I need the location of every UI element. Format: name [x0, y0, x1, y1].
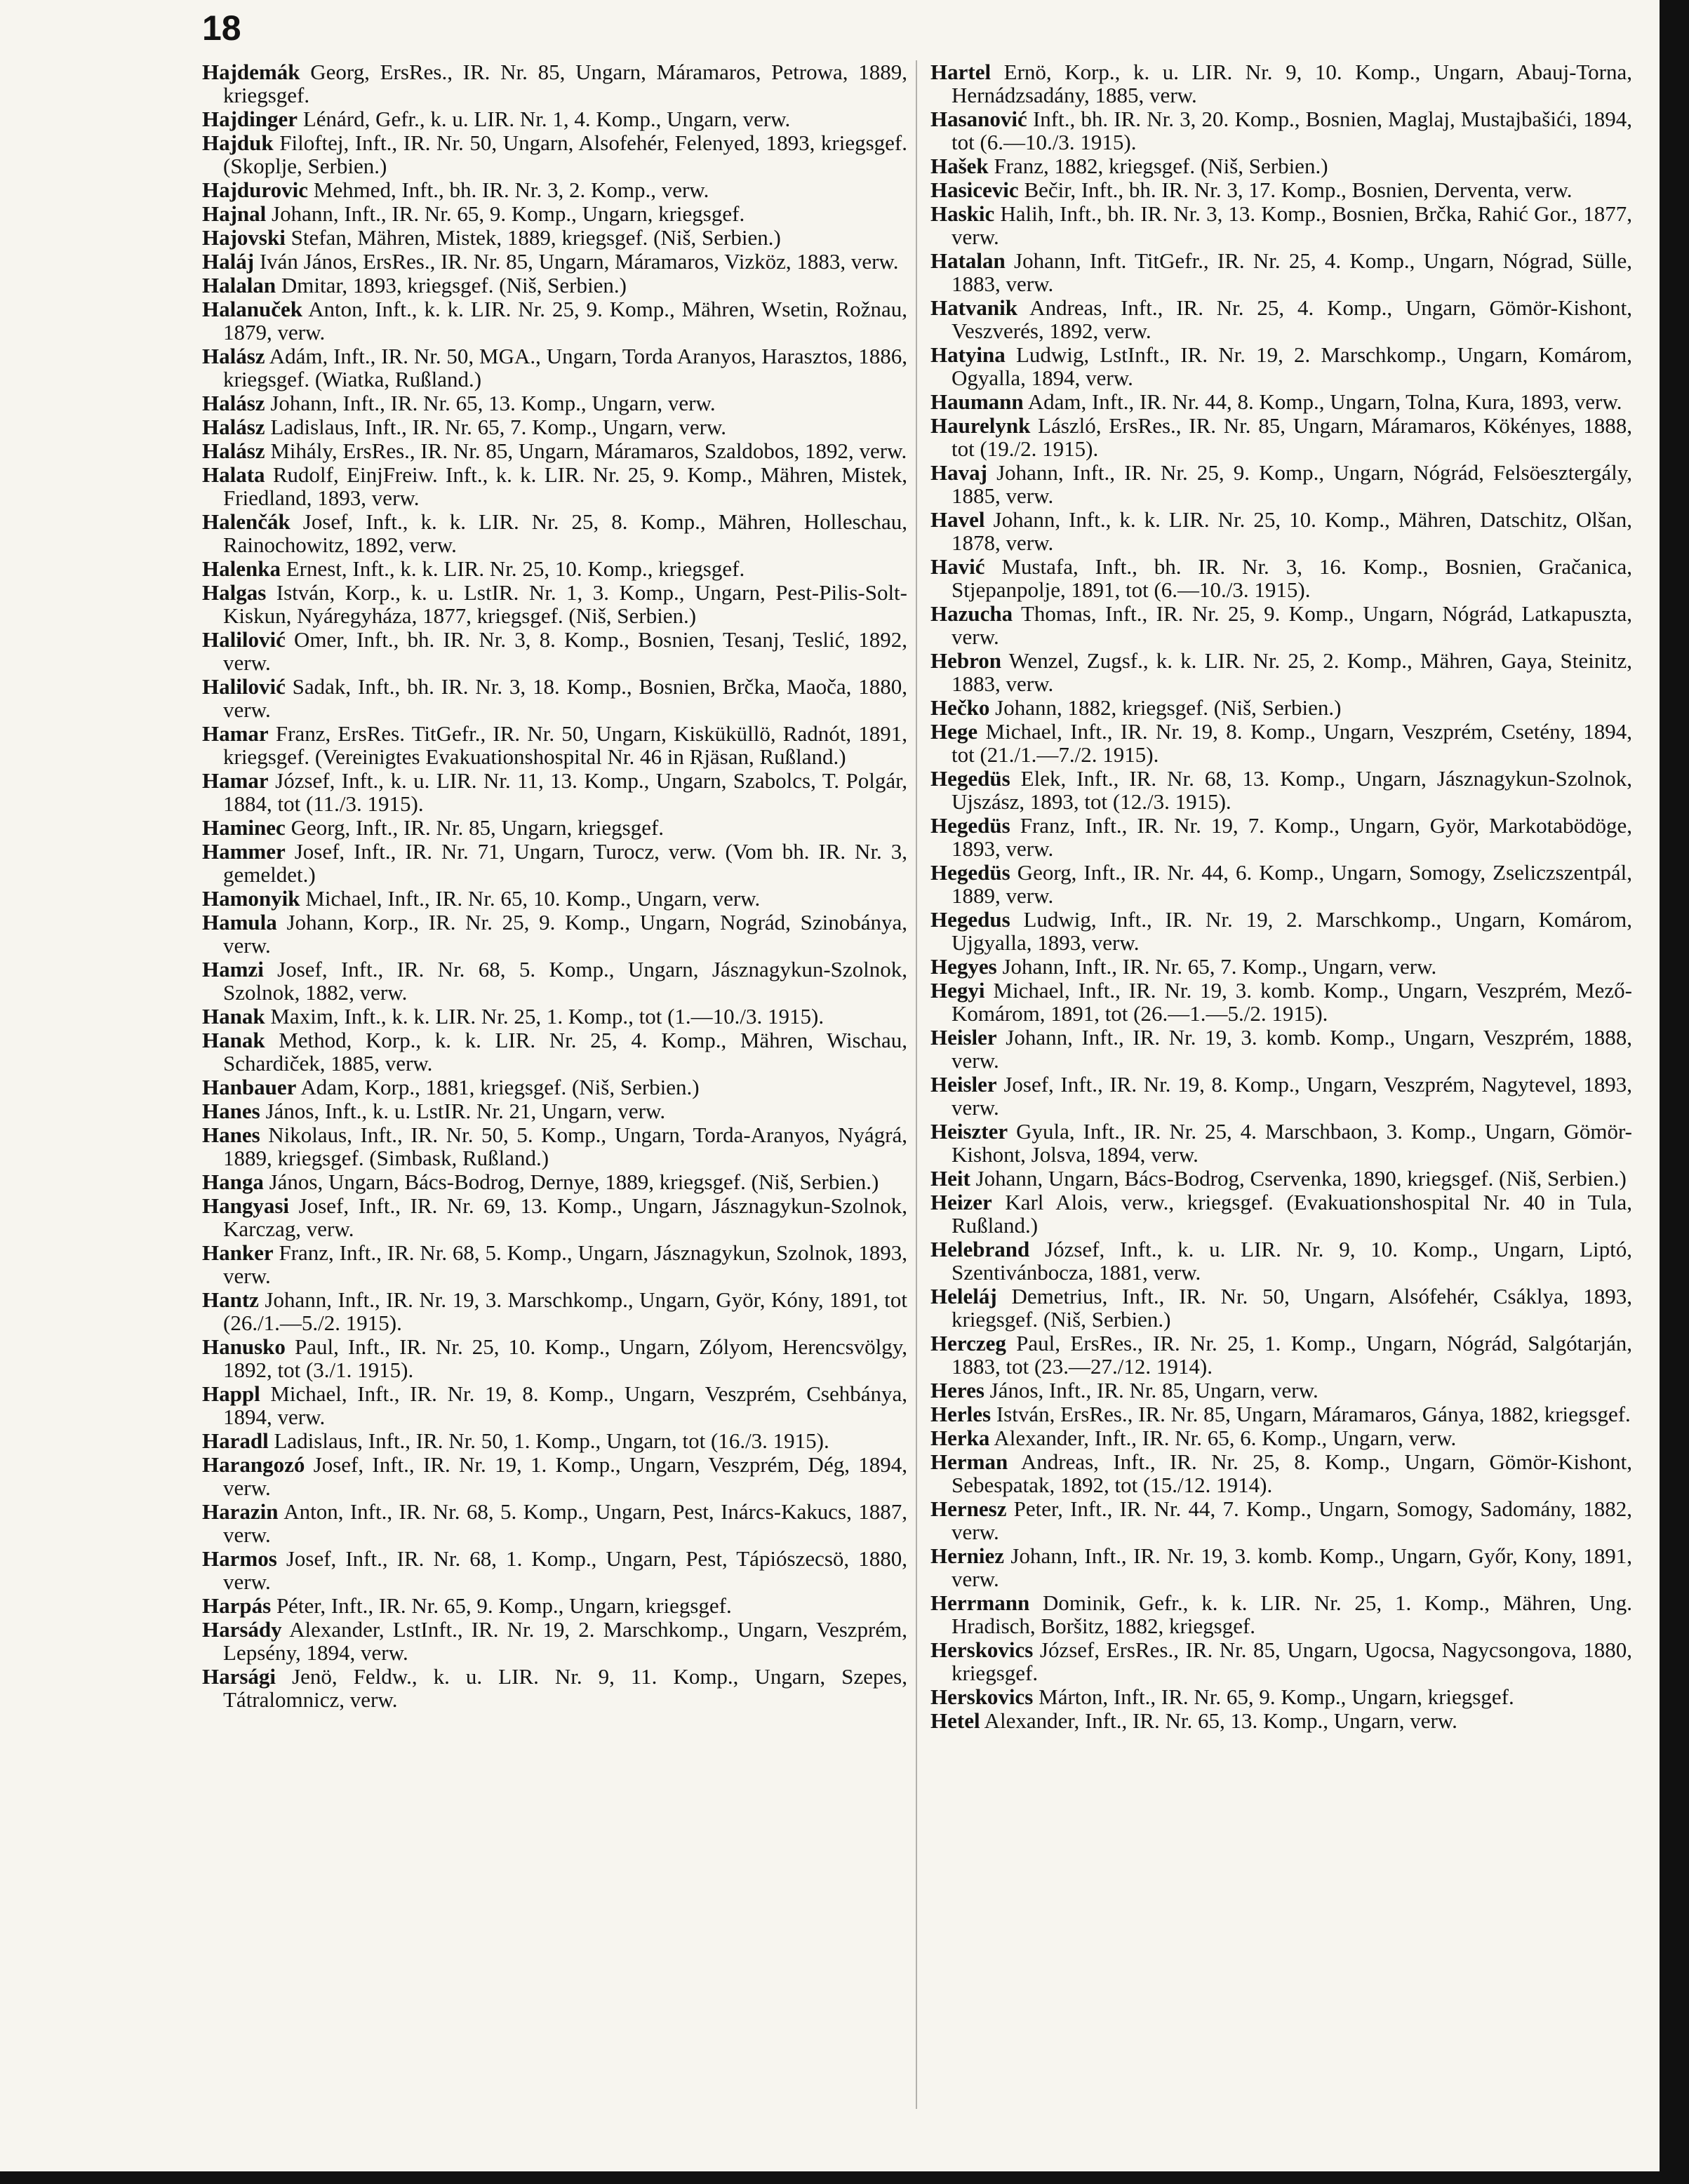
casualty-entry	[202, 887, 907, 910]
casualty-entry	[930, 979, 1632, 1025]
entry-details: Michael, Inft., IR. Nr. 65, 10. Komp., Ungarn, verw.	[300, 886, 761, 911]
entry-surname: Hašek	[930, 154, 989, 178]
entry-details: Rudolf, EinjFreiw. Inft., k. k. LIR. Nr. 25, 9. Komp., Mähren, Mistek, Friedland, 1893, verw.	[223, 462, 907, 510]
entry-details: Georg, ErsRes., IR. Nr. 85, Ungarn, Máramaros, Petrowa, 1889, kriegsgef.	[223, 60, 907, 107]
casualty-entry	[202, 1429, 907, 1452]
entry-surname: Hernesz	[930, 1496, 1007, 1521]
casualty-entry	[930, 343, 1632, 389]
entry-surname: Havel	[930, 507, 985, 532]
casualty-entry	[930, 908, 1632, 954]
entry-surname: Hebron	[930, 648, 1002, 673]
entry-details: Johann, Ungarn, Bács-Bodrog, Cservenka, 1890, kriegsgef. (Niš, Serbien.)	[970, 1166, 1627, 1191]
column-divider	[916, 60, 917, 2109]
entry-details: Bečir, Inft., bh. IR. Nr. 3, 17. Komp., Bosnien, Derventa, verw.	[1018, 177, 1573, 202]
casualty-entry	[202, 1288, 907, 1334]
entry-surname: Hajdemák	[202, 60, 300, 84]
casualty-entry	[202, 1123, 907, 1170]
casualty-entry	[930, 1638, 1632, 1684]
entry-details: Franz, Inft., IR. Nr. 68, 5. Komp., Ungarn, Jásznagykun, Szolnok, 1893, verw.	[223, 1240, 907, 1288]
entry-surname: Hege	[930, 719, 978, 744]
entry-surname: Heisler	[930, 1072, 997, 1097]
entry-surname: Haskic	[930, 201, 995, 226]
entry-details: Method, Korp., k. k. LIR. Nr. 25, 4. Komp., Mähren, Wischau, Schardiček, 1885, verw.	[223, 1028, 907, 1076]
entry-surname: Halanuček	[202, 297, 302, 321]
casualty-entry	[202, 1547, 907, 1593]
casualty-entry	[202, 1453, 907, 1499]
entry-details: Ludwig, Inft., IR. Nr. 19, 2. Marschkomp., Ungarn, Komárom, Ujgyalla, 1893, verw.	[952, 907, 1632, 955]
entry-surname: Heiszter	[930, 1119, 1008, 1144]
entry-surname: Hegedüs	[930, 813, 1010, 838]
entry-details: József, ErsRes., IR. Nr. 85, Ungarn, Ugocsa, Nagycsongova, 1880, kriegsgef.	[952, 1637, 1632, 1685]
entry-details: Franz, ErsRes. TitGefr., IR. Nr. 50, Ungarn, Kisküküllö, Radnót, 1891, kriegsgef. (Vereinigtes Evakuationshospital Nr. 46 in Rjäsan, Rußland.)	[223, 721, 907, 769]
entry-details: Josef, Inft., IR. Nr. 68, 5. Komp., Ungarn, Jásznagykun-Szolnok, Szolnok, 1882, verw.	[223, 957, 907, 1005]
entry-details: Ludwig, LstInft., IR. Nr. 19, 2. Marschkomp., Ungarn, Komárom, Ogyalla, 1894, verw.	[952, 342, 1632, 390]
casualty-entry	[930, 107, 1632, 154]
entry-surname: Haláj	[202, 249, 255, 274]
entry-surname: Hegedüs	[930, 860, 1010, 885]
entry-details: István, ErsRes., IR. Nr. 85, Ungarn, Máramaros, Gánya, 1882, kriegsgef.	[991, 1402, 1631, 1426]
entry-details: Josef, Inft., IR. Nr. 19, 1. Komp., Ungarn, Veszprém, Dég, 1894, verw.	[223, 1452, 907, 1500]
entry-surname: Hammer	[202, 839, 286, 864]
casualty-entry	[930, 1120, 1632, 1166]
entry-surname: Hazucha	[930, 601, 1013, 626]
casualty-entry	[202, 1099, 907, 1123]
casualty-entry	[202, 297, 907, 344]
entry-surname: Hanusko	[202, 1334, 286, 1359]
casualty-entry	[930, 1450, 1632, 1496]
entry-details: Johann, Inft., IR. Nr. 65, 7. Komp., Ungarn, verw.	[996, 954, 1437, 979]
entry-surname: Hasicevic	[930, 177, 1019, 202]
entry-details: Nikolaus, Inft., IR. Nr. 50, 5. Komp., Ungarn, Torda-Aranyos, Nyágrá, 1889, kriegsgef. (Simbask, Rußland.)	[223, 1123, 907, 1170]
entry-details: Alexander, Inft., IR. Nr. 65, 6. Komp., Ungarn, verw.	[989, 1426, 1457, 1450]
entry-surname: Hegedus	[930, 907, 1010, 932]
entry-details: Michael, Inft., IR. Nr. 19, 3. komb. Komp., Ungarn, Veszprém, Mező-Komárom, 1891, tot (26.—1.—5./2. 1915).	[952, 978, 1632, 1026]
entry-surname: Hatyina	[930, 342, 1006, 367]
entry-details: Wenzel, Zugsf., k. k. LIR. Nr. 25, 2. Komp., Mähren, Gaya, Steinitz, 1883, verw.	[952, 648, 1632, 696]
casualty-entry	[202, 391, 907, 415]
casualty-entry	[202, 60, 907, 107]
entry-surname: Hečko	[930, 695, 990, 720]
entry-details: Lénárd, Gefr., k. u. LIR. Nr. 1, 4. Komp., Ungarn, verw.	[298, 107, 791, 131]
entry-surname: Halata	[202, 462, 265, 487]
entry-details: Adam, Inft., IR. Nr. 44, 8. Komp., Ungarn, Tolna, Kura, 1893, verw.	[1023, 389, 1622, 414]
casualty-entry	[202, 1170, 907, 1193]
casualty-entry	[930, 1497, 1632, 1543]
entry-surname: Halenka	[202, 556, 281, 581]
scan-border-bottom	[0, 2171, 1689, 2184]
casualty-entry	[202, 439, 907, 462]
casualty-entry	[930, 814, 1632, 860]
casualty-entry	[930, 1402, 1632, 1426]
casualty-entry	[930, 602, 1632, 648]
entry-surname: Herka	[930, 1426, 990, 1450]
casualty-entry	[930, 1685, 1632, 1708]
entry-details: Franz, 1882, kriegsgef. (Niš, Serbien.)	[988, 154, 1328, 178]
entry-details: Georg, Inft., IR. Nr. 44, 6. Komp., Ungarn, Somogy, Zseliczszentpál, 1889, verw.	[952, 860, 1632, 908]
casualty-entry	[202, 1076, 907, 1099]
entry-details: Adam, Korp., 1881, kriegsgef. (Niš, Serbien.)	[296, 1075, 700, 1099]
entry-details: Dmitar, 1893, kriegsgef. (Niš, Serbien.)	[276, 273, 627, 297]
entry-surname: Hegyi	[930, 978, 985, 1003]
entry-details: Johann, Inft., IR. Nr. 19, 3. komb. Komp., Ungarn, Veszprém, 1888, verw.	[952, 1025, 1632, 1073]
entry-surname: Hasanović	[930, 107, 1027, 131]
casualty-entry	[202, 816, 907, 839]
entry-surname: Herman	[930, 1449, 1008, 1474]
casualty-entry	[202, 1194, 907, 1240]
casualty-entry	[930, 1709, 1632, 1732]
entry-details: Peter, Inft., IR. Nr. 44, 7. Komp., Ungarn, Somogy, Sadomány, 1882, verw.	[952, 1496, 1632, 1544]
entry-details: Ernö, Korp., k. u. LIR. Nr. 9, 10. Komp., Ungarn, Abauj-Torna, Hernádzsadány, 1885, verw.	[952, 60, 1632, 107]
entry-details: Josef, Inft., k. k. LIR. Nr. 25, 8. Komp., Mähren, Holleschau, Rainochowitz, 1892, verw.	[223, 509, 907, 557]
entry-details: László, ErsRes., IR. Nr. 85, Ungarn, Máramaros, Kökényes, 1888, tot (19./2. 1915).	[952, 413, 1632, 461]
casualty-entry	[202, 344, 907, 391]
entry-surname: Hamonyik	[202, 886, 300, 911]
casualty-entry	[202, 415, 907, 438]
entry-surname: Halalan	[202, 273, 276, 297]
casualty-entry	[930, 1073, 1632, 1119]
entry-surname: Hamula	[202, 910, 277, 934]
casualty-entry	[930, 1238, 1632, 1284]
entry-surname: Hetel	[930, 1708, 980, 1733]
casualty-entry	[202, 581, 907, 627]
entry-details: Johann, Inft., IR. Nr. 19, 3. Marschkomp., Ungarn, Györ, Kóny, 1891, tot (26./1.—5./2. 1915).	[223, 1287, 907, 1335]
entry-surname: Hajnal	[202, 201, 267, 226]
entry-surname: Haminec	[202, 815, 286, 840]
entry-details: Josef, Inft., IR. Nr. 71, Ungarn, Turocz, verw. (Vom bh. IR. Nr. 3, gemeldet.)	[223, 839, 907, 887]
casualty-entry	[202, 463, 907, 509]
entry-surname: Hajovski	[202, 225, 286, 250]
entry-surname: Hajdinger	[202, 107, 298, 131]
entry-details: Andreas, Inft., IR. Nr. 25, 4. Komp., Ungarn, Gömör-Kishont, Veszverés, 1892, verw.	[952, 295, 1632, 343]
entry-details: Filoftej, Inft., IR. Nr. 50, Ungarn, Alsofehér, Felenyed, 1893, kriegsgef. (Skoplje, Serbien.)	[223, 130, 907, 178]
page-number: 18	[202, 8, 241, 48]
entry-surname: Haumann	[930, 389, 1024, 414]
casualty-entry	[930, 461, 1632, 507]
entry-surname: Herczeg	[930, 1331, 1006, 1355]
entry-surname: Harmos	[202, 1546, 277, 1571]
casualty-entry	[930, 649, 1632, 695]
entry-surname: Heres	[930, 1378, 984, 1402]
entry-details: Jenö, Feldw., k. u. LIR. Nr. 9, 11. Komp., Ungarn, Szepes, Tátralomnicz, verw.	[223, 1664, 907, 1712]
casualty-entry	[930, 1167, 1632, 1190]
casualty-entry	[930, 296, 1632, 342]
casualty-entry	[202, 557, 907, 580]
entry-details: Maxim, Inft., k. k. LIR. Nr. 25, 1. Komp., tot (1.—10./3. 1915).	[265, 1004, 825, 1029]
casualty-entry	[202, 1005, 907, 1028]
entry-details: Anton, Inft., k. k. LIR. Nr. 25, 9. Komp., Mähren, Wsetin, Rožnau, 1879, verw.	[223, 297, 907, 344]
entry-surname: Heit	[930, 1166, 970, 1191]
entry-details: Elek, Inft., IR. Nr. 68, 13. Komp., Ungarn, Jásznagykun-Szolnok, Ujszász, 1893, tot (12./3. 1915).	[952, 766, 1632, 814]
entry-surname: Hegyes	[930, 954, 997, 979]
entry-details: Karl Alois, verw., kriegsgef. (Evakuationshospital Nr. 40 in Tula, Rußland.)	[952, 1190, 1632, 1238]
casualty-entry	[202, 510, 907, 556]
casualty-entry	[930, 414, 1632, 460]
entry-surname: Halász	[202, 415, 265, 439]
entry-surname: Harazin	[202, 1499, 279, 1524]
entry-details: Alexander, LstInft., IR. Nr. 19, 2. Marschkomp., Ungarn, Veszprém, Lepsény, 1894, verw.	[223, 1617, 907, 1665]
entry-details: Adám, Inft., IR. Nr. 50, MGA., Ungarn, Torda Aranyos, Harasztos, 1886, kriegsgef. (Wiatka, Rußland.)	[223, 344, 907, 391]
entry-details: János, Inft., IR. Nr. 85, Ungarn, verw.	[984, 1378, 1319, 1402]
entry-details: Dominik, Gefr., k. k. LIR. Nr. 25, 1. Komp., Mähren, Ung. Hradisch, Boršitz, 1882, kriegsgef.	[952, 1590, 1632, 1638]
entry-surname: Hajduk	[202, 130, 274, 155]
casualty-entry	[930, 178, 1632, 201]
entry-details: Omer, Inft., bh. IR. Nr. 3, 8. Komp., Bosnien, Tesanj, Teslić, 1892, verw.	[223, 627, 907, 675]
entry-details: Johann, Inft. TitGefr., IR. Nr. 25, 4. Komp., Ungarn, Nógrad, Sülle, 1883, verw.	[952, 248, 1632, 296]
entry-details: Franz, Inft., IR. Nr. 19, 7. Komp., Ungarn, Györ, Markotabödöge, 1893, verw.	[952, 813, 1632, 861]
entry-details: Josef, Inft., IR. Nr. 68, 1. Komp., Ungarn, Pest, Tápiószecsö, 1880, verw.	[223, 1546, 907, 1594]
entry-surname: Hantz	[202, 1287, 259, 1312]
entry-surname: Hatalan	[930, 248, 1006, 273]
casualty-entry	[202, 178, 907, 201]
entry-details: Mihály, ErsRes., IR. Nr. 85, Ungarn, Máramaros, Szaldobos, 1892, verw.	[265, 438, 907, 463]
entry-surname: Hartel	[930, 60, 992, 84]
entry-details: Johann, Inft., IR. Nr. 19, 3. komb. Komp., Ungarn, Győr, Kony, 1891, verw.	[952, 1543, 1632, 1591]
entry-details: Thomas, Inft., IR. Nr. 25, 9. Komp., Ungarn, Nógrád, Latkapuszta, verw.	[952, 601, 1632, 649]
entry-surname: Herrmann	[930, 1590, 1030, 1615]
left-column	[202, 60, 907, 1712]
entry-details: József, Inft., k. u. LIR. Nr. 11, 13. Komp., Ungarn, Szabolcs, T. Polgár, 1884, tot (11./3. 1915).	[223, 768, 907, 816]
entry-surname: Hegedüs	[930, 766, 1010, 791]
entry-details: Michael, Inft., IR. Nr. 19, 8. Komp., Ungarn, Veszprém, Csetény, 1894, tot (21./1.—7./2. 1915).	[952, 719, 1632, 767]
entry-details: Inft., bh. IR. Nr. 3, 20. Komp., Bosnien, Maglaj, Mustajbašići, 1894, tot (6.—10./3. 1915).	[952, 107, 1632, 154]
casualty-entry	[202, 250, 907, 273]
entry-surname: Haurelynk	[930, 413, 1031, 438]
casualty-entry	[202, 722, 907, 768]
entry-details: Johann, Inft., IR. Nr. 65, 9. Komp., Ungarn, kriegsgef.	[266, 201, 745, 226]
entry-surname: Herles	[930, 1402, 992, 1426]
casualty-entry	[930, 202, 1632, 248]
casualty-entry	[930, 555, 1632, 601]
entry-details: Márton, Inft., IR. Nr. 65, 9. Komp., Ungarn, kriegsgef.	[1033, 1684, 1514, 1709]
casualty-entry	[930, 1191, 1632, 1237]
casualty-entry	[202, 911, 907, 957]
entry-surname: Havaj	[930, 460, 987, 485]
entry-surname: Harsády	[202, 1617, 282, 1642]
scan-border-right	[1660, 0, 1689, 2184]
entry-details: Ernest, Inft., k. k. LIR. Nr. 25, 10. Komp., kriegsgef.	[280, 556, 745, 581]
entry-details: János, Inft., k. u. LstIR. Nr. 21, Ungarn, verw.	[260, 1099, 666, 1123]
casualty-entry	[930, 1332, 1632, 1378]
entry-details: Johann, Korp., IR. Nr. 25, 9. Komp., Ungarn, Nográd, Szinobánya, verw.	[223, 910, 907, 958]
entry-surname: Hamar	[202, 768, 269, 793]
entry-surname: Haradl	[202, 1428, 269, 1453]
casualty-entry	[202, 274, 907, 297]
entry-surname: Halilović	[202, 674, 286, 699]
entry-surname: Harpás	[202, 1593, 272, 1618]
casualty-entry	[202, 131, 907, 177]
entry-surname: Hanes	[202, 1123, 260, 1147]
entry-details: Mustafa, Inft., bh. IR. Nr. 3, 16. Komp., Bosnien, Gračanica, Stjepanpolje, 1891, tot (6.—10./3. 1915).	[952, 554, 1632, 602]
entry-details: Georg, Inft., IR. Nr. 85, Ungarn, kriegsgef.	[285, 815, 665, 840]
entry-details: Paul, Inft., IR. Nr. 25, 10. Komp., Ungarn, Zólyom, Herencsvölgy, 1892, tot (3./1. 1915).	[223, 1334, 907, 1382]
casualty-entry	[202, 1241, 907, 1287]
entry-surname: Happl	[202, 1381, 260, 1406]
casualty-entry	[930, 955, 1632, 978]
entry-details: Michael, Inft., IR. Nr. 19, 8. Komp., Ungarn, Veszprém, Csehbánya, 1894, verw.	[223, 1381, 907, 1429]
entry-surname: Halilović	[202, 627, 286, 652]
casualty-entry	[202, 1665, 907, 1711]
casualty-entry	[930, 508, 1632, 554]
entry-surname: Hatvanik	[930, 295, 1018, 320]
casualty-entry	[202, 1594, 907, 1617]
entry-surname: Hajdurovic	[202, 177, 308, 202]
casualty-entry	[202, 1618, 907, 1664]
entry-details: Josef, Inft., IR. Nr. 69, 13. Komp., Ungarn, Jásznagykun-Szolnok, Karczag, verw.	[223, 1193, 907, 1241]
entry-surname: Herniez	[930, 1543, 1005, 1568]
entry-surname: Halász	[202, 344, 265, 368]
entry-surname: Helebrand	[930, 1237, 1030, 1261]
entry-details: Johann, Inft., IR. Nr. 25, 9. Komp., Ungarn, Nógrád, Felsöesztergály, 1885, verw.	[952, 460, 1632, 508]
entry-details: Gyula, Inft., IR. Nr. 25, 4. Marschbaon, 3. Komp., Ungarn, Gömör-Kishont, Jolsva, 1894, verw.	[952, 1119, 1632, 1167]
entry-surname: Hanak	[202, 1004, 265, 1029]
entry-details: Johann, Inft., k. k. LIR. Nr. 25, 10. Komp., Mähren, Datschitz, Olšan, 1878, verw.	[952, 507, 1632, 555]
casualty-entry	[930, 1426, 1632, 1449]
entry-surname: Halász	[202, 391, 265, 415]
entry-details: Demetrius, Inft., IR. Nr. 50, Ungarn, Alsófehér, Csáklya, 1893, kriegsgef. (Niš, Serbien.)	[952, 1284, 1632, 1332]
right-column	[930, 60, 1632, 1733]
casualty-entry	[202, 628, 907, 674]
casualty-entry	[930, 767, 1632, 813]
entry-details: Ladislaus, Inft., IR. Nr. 50, 1. Komp., Ungarn, tot (16./3. 1915).	[268, 1428, 829, 1453]
entry-surname: Harsági	[202, 1664, 276, 1689]
casualty-entry	[202, 1029, 907, 1075]
entry-details: Iván János, ErsRes., IR. Nr. 85, Ungarn, Máramaros, Vizköz, 1883, verw.	[254, 249, 899, 274]
casualty-entry	[202, 226, 907, 249]
casualty-entry	[202, 1335, 907, 1381]
entry-surname: Hangyasi	[202, 1193, 290, 1218]
entry-surname: Heizer	[930, 1190, 992, 1214]
entry-details: Alexander, Inft., IR. Nr. 65, 13. Komp., Ungarn, verw.	[980, 1708, 1457, 1733]
casualty-entry	[930, 249, 1632, 295]
casualty-entry	[930, 696, 1632, 719]
entry-details: János, Ungarn, Bács-Bodrog, Dernye, 1889, kriegsgef. (Niš, Serbien.)	[263, 1170, 879, 1194]
casualty-entry	[202, 202, 907, 225]
entry-details: Josef, Inft., IR. Nr. 19, 8. Komp., Ungarn, Veszprém, Nagytevel, 1893, verw.	[952, 1072, 1632, 1120]
casualty-entry	[202, 107, 907, 130]
entry-details: Andreas, Inft., IR. Nr. 25, 8. Komp., Ungarn, Gömör-Kishont, Sebespatak, 1892, tot (15./12. 1914).	[952, 1449, 1632, 1497]
entry-details: Johann, Inft., IR. Nr. 65, 13. Komp., Ungarn, verw.	[265, 391, 716, 415]
casualty-entry	[930, 390, 1632, 413]
entry-surname: Hamar	[202, 721, 269, 746]
entry-details: Halih, Inft., bh. IR. Nr. 3, 13. Komp., Bosnien, Brčka, Rahić Gor., 1877, verw.	[952, 201, 1632, 249]
entry-surname: Harangozó	[202, 1452, 305, 1477]
casualty-entry	[202, 1500, 907, 1546]
casualty-entry	[202, 840, 907, 886]
casualty-entry	[202, 769, 907, 815]
entry-details: József, Inft., k. u. LIR. Nr. 9, 10. Komp., Ungarn, Liptó, Szentivánbocza, 1881, verw.	[952, 1237, 1632, 1285]
entry-surname: Hanes	[202, 1099, 260, 1123]
casualty-entry	[930, 720, 1632, 766]
entry-details: Anton, Inft., IR. Nr. 68, 5. Komp., Ungarn, Pest, Inárcs-Kakucs, 1887, verw.	[223, 1499, 907, 1547]
casualty-entry	[202, 675, 907, 721]
casualty-entry	[930, 60, 1632, 107]
casualty-entry	[930, 154, 1632, 177]
entry-surname: Havić	[930, 554, 985, 579]
entry-details: Johann, 1882, kriegsgef. (Niš, Serbien.)	[989, 695, 1342, 720]
entry-surname: Halász	[202, 438, 265, 463]
entry-details: Sadak, Inft., bh. IR. Nr. 3, 18. Komp., Bosnien, Brčka, Maoča, 1880, verw.	[223, 674, 907, 722]
casualty-entry	[930, 1591, 1632, 1637]
casualty-entry	[930, 1379, 1632, 1402]
entry-surname: Hanker	[202, 1240, 274, 1265]
entry-surname: Herskovics	[930, 1684, 1034, 1709]
entry-surname: Hanak	[202, 1028, 265, 1052]
entry-surname: Halenčák	[202, 509, 291, 534]
entry-details: Ladislaus, Inft., IR. Nr. 65, 7. Komp., Ungarn, verw.	[265, 415, 727, 439]
entry-details: Stefan, Mähren, Mistek, 1889, kriegsgef. (Niš, Serbien.)	[285, 225, 781, 250]
casualty-entry	[930, 861, 1632, 907]
casualty-entry	[202, 958, 907, 1004]
entry-surname: Hanga	[202, 1170, 264, 1194]
entry-details: Paul, ErsRes., IR. Nr. 25, 1. Komp., Ungarn, Nógrád, Salgótarján, 1883, tot (23.—27./12. 1914).	[952, 1331, 1632, 1379]
entry-surname: Hanbauer	[202, 1075, 297, 1099]
casualty-entry	[930, 1285, 1632, 1331]
entry-surname: Herskovics	[930, 1637, 1034, 1662]
casualty-entry	[930, 1026, 1632, 1072]
entry-details: István, Korp., k. u. LstIR. Nr. 1, 3. Komp., Ungarn, Pest-Pilis-Solt-Kiskun, Nyáregyháza, 1877, kriegsgef. (Niš, Serbien.)	[223, 580, 907, 628]
entry-details: Mehmed, Inft., bh. IR. Nr. 3, 2. Komp., verw.	[308, 177, 709, 202]
casualty-entry	[930, 1544, 1632, 1590]
entry-surname: Hamzi	[202, 957, 264, 982]
entry-surname: Heisler	[930, 1025, 997, 1050]
casualty-entry	[202, 1382, 907, 1428]
entry-surname: Halgas	[202, 580, 267, 605]
entry-details: Péter, Inft., IR. Nr. 65, 9. Komp., Ungarn, kriegsgef.	[271, 1593, 732, 1618]
entry-surname: Heleláj	[930, 1284, 997, 1308]
